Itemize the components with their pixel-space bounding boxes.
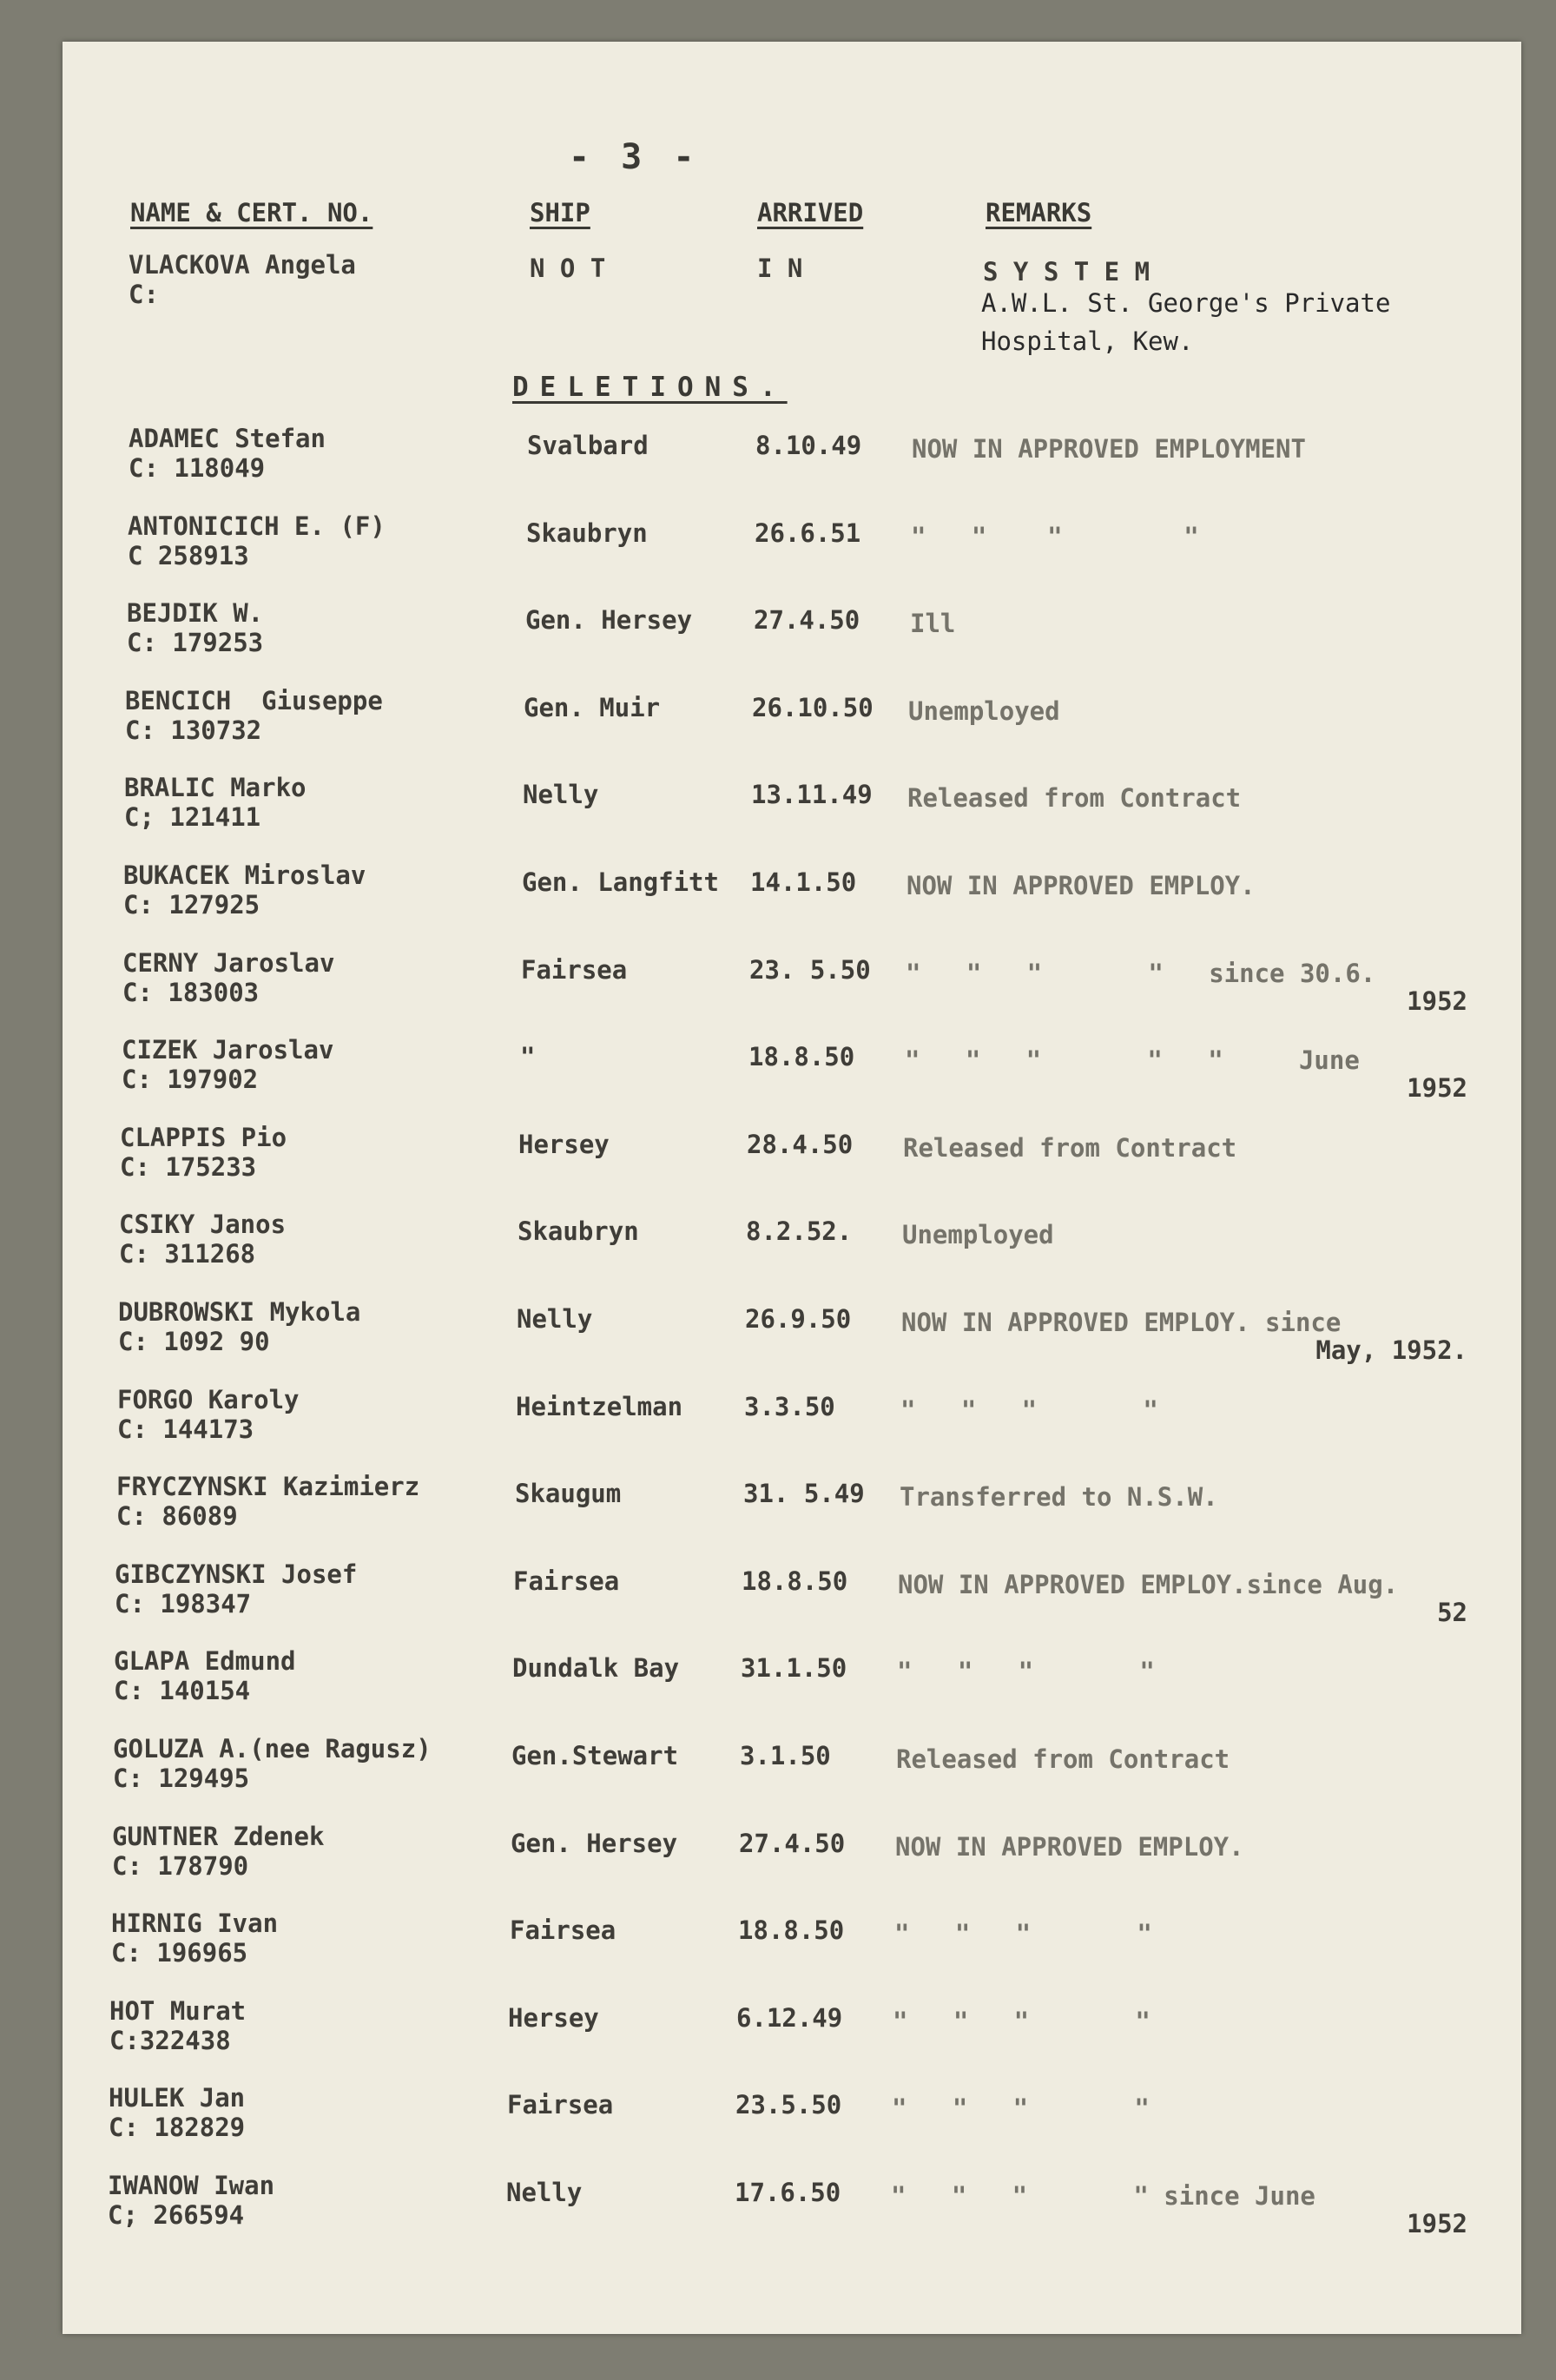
entry-name: GIBCZYNSKI Josef bbox=[115, 1559, 358, 1589]
entry-ship: Dundalk Bay bbox=[512, 1653, 680, 1683]
entry-remark-continuation: 1952 bbox=[1407, 986, 1467, 1016]
entry-name: CLAPPIS Pio bbox=[120, 1123, 287, 1152]
entry-arrived: 27.4.50 bbox=[739, 1829, 846, 1858]
entry-cert: C: 144173 bbox=[117, 1414, 254, 1444]
first-entry-ship: N O T bbox=[530, 254, 606, 283]
first-entry-note-line1: A.W.L. St. George's Private bbox=[981, 288, 1391, 318]
entry-cert: C: 311268 bbox=[119, 1239, 256, 1269]
entry-cert: C; 121411 bbox=[124, 802, 261, 832]
entry-cert: C: 130732 bbox=[125, 715, 262, 745]
entry-cert: C; 266594 bbox=[108, 2200, 245, 2230]
table-row bbox=[0, 1035, 1556, 1113]
entry-ship: Nelly bbox=[523, 780, 599, 809]
table-row bbox=[0, 686, 1556, 764]
entry-arrived: 31. 5.49 bbox=[743, 1479, 865, 1508]
entry-remark: " " " " bbox=[892, 2093, 1150, 2123]
entry-arrived: 23.5.50 bbox=[735, 2090, 842, 2120]
entry-arrived: 3.1.50 bbox=[740, 1741, 831, 1770]
entry-remark-continuation: 52 bbox=[1437, 1598, 1467, 1627]
entry-name: ANTONICICH E. (F) bbox=[128, 511, 386, 541]
entry-arrived: 6.12.49 bbox=[736, 2003, 843, 2033]
entry-remark: Unemployed bbox=[908, 696, 1060, 726]
table-row bbox=[0, 860, 1556, 939]
table-row bbox=[0, 2171, 1556, 2249]
first-entry-note-line2: Hospital, Kew. bbox=[981, 326, 1194, 356]
entry-arrived: 8.2.52. bbox=[746, 1216, 853, 1246]
entry-remark-continuation: May, 1952. bbox=[1315, 1335, 1467, 1365]
entry-cert: C: 196965 bbox=[111, 1938, 248, 1968]
entry-arrived: 18.8.50 bbox=[738, 1915, 845, 1945]
entry-name: BEJDIK W. bbox=[127, 598, 264, 628]
entry-name: DUBROWSKI Mykola bbox=[118, 1297, 361, 1327]
table-row bbox=[0, 1297, 1556, 1375]
entry-name: ADAMEC Stefan bbox=[129, 424, 326, 453]
entry-ship: Fairsea bbox=[513, 1566, 620, 1596]
header-remarks: REMARKS bbox=[986, 198, 1092, 227]
table-row bbox=[0, 773, 1556, 851]
entry-name: CSIKY Janos bbox=[119, 1210, 287, 1239]
page-number: - 3 - bbox=[569, 137, 700, 177]
entry-cert: C: 197902 bbox=[122, 1065, 259, 1094]
entry-remark: NOW IN APPROVED EMPLOYMENT bbox=[912, 434, 1306, 464]
entry-remark: " " " " bbox=[911, 522, 1199, 551]
entry-arrived: 18.8.50 bbox=[742, 1566, 848, 1596]
entry-cert: C:322438 bbox=[109, 2026, 231, 2055]
entry-remark: " " " " since 30.6. bbox=[906, 959, 1376, 988]
table-row bbox=[0, 1123, 1556, 1201]
entry-remark: Ill bbox=[910, 609, 956, 638]
entry-cert: C: 183003 bbox=[122, 978, 260, 1007]
entry-cert: C: 86089 bbox=[116, 1501, 238, 1531]
entry-remark: " " " " " June bbox=[905, 1045, 1360, 1075]
first-entry-cert: C: bbox=[129, 280, 159, 309]
entry-arrived: 8.10.49 bbox=[755, 431, 862, 460]
entry-name: GOLUZA A.(nee Ragusz) bbox=[113, 1734, 432, 1764]
entry-name: BRALIC Marko bbox=[124, 773, 307, 802]
entry-cert: C: 179253 bbox=[127, 628, 264, 657]
entry-arrived: 3.3.50 bbox=[744, 1392, 835, 1421]
table-row bbox=[0, 1734, 1556, 1812]
header-name: NAME & CERT. NO. bbox=[130, 198, 373, 227]
entry-cert: C: 140154 bbox=[114, 1676, 251, 1705]
entry-remark: Transferred to N.S.W. bbox=[900, 1482, 1218, 1512]
entry-ship: Skaugum bbox=[515, 1479, 622, 1508]
entry-arrived: 17.6.50 bbox=[735, 2178, 841, 2207]
deletions-heading: DELETIONS. bbox=[512, 372, 788, 403]
entry-name: CIZEK Jaroslav bbox=[122, 1035, 334, 1065]
entry-ship: " bbox=[520, 1042, 536, 1071]
entry-ship: Fairsea bbox=[507, 2090, 614, 2120]
entry-ship: Heintzelman bbox=[516, 1392, 683, 1421]
entry-ship: Gen. Langfitt bbox=[522, 867, 719, 897]
entry-ship: Gen. Hersey bbox=[525, 605, 693, 635]
entry-arrived: 18.8.50 bbox=[748, 1042, 855, 1071]
entry-cert: C: 1092 90 bbox=[118, 1327, 270, 1356]
entry-arrived: 26.6.51 bbox=[755, 518, 861, 548]
table-row bbox=[0, 1822, 1556, 1900]
entry-name: BENCICH Giuseppe bbox=[125, 686, 383, 715]
table-row bbox=[0, 948, 1556, 1026]
entry-remark: " " " " bbox=[894, 1919, 1152, 1948]
entry-arrived: 23. 5.50 bbox=[749, 955, 871, 985]
entry-cert: C: 127925 bbox=[123, 890, 260, 920]
entry-ship: Svalbard bbox=[527, 431, 649, 460]
entry-cert: C: 129495 bbox=[113, 1764, 250, 1793]
entry-ship: Hersey bbox=[518, 1130, 610, 1159]
entry-name: GUNTNER Zdenek bbox=[112, 1822, 325, 1851]
entry-cert: C 258913 bbox=[128, 541, 249, 570]
entry-arrived: 28.4.50 bbox=[747, 1130, 854, 1159]
first-entry-name: VLACKOVA Angela bbox=[129, 250, 356, 280]
entry-ship: Nelly bbox=[506, 2178, 583, 2207]
entry-arrived: 26.9.50 bbox=[745, 1304, 852, 1334]
entry-remark: Unemployed bbox=[902, 1220, 1054, 1249]
header-arrived: ARRIVED bbox=[757, 198, 864, 227]
entry-remark: " " " " since June bbox=[891, 2181, 1315, 2211]
table-row bbox=[0, 2083, 1556, 2161]
entry-remark: Released from Contract bbox=[907, 783, 1242, 813]
table-row bbox=[0, 598, 1556, 676]
table-row bbox=[0, 1385, 1556, 1463]
entry-name: CERNY Jaroslav bbox=[122, 948, 335, 978]
entry-remark: NOW IN APPROVED EMPLOY. bbox=[907, 871, 1256, 900]
entry-ship: Fairsea bbox=[510, 1915, 616, 1945]
first-entry-arrived: I N bbox=[757, 254, 803, 283]
entry-name: HIRNIG Ivan bbox=[111, 1909, 279, 1938]
table-row bbox=[0, 1996, 1556, 2074]
table-row bbox=[0, 1210, 1556, 1288]
entry-arrived: 31.1.50 bbox=[741, 1653, 847, 1683]
entry-ship: Gen. Hersey bbox=[511, 1829, 678, 1858]
entry-ship: Skaubryn bbox=[518, 1216, 639, 1246]
entry-arrived: 26.10.50 bbox=[752, 693, 874, 722]
entry-ship: Gen.Stewart bbox=[511, 1741, 679, 1770]
entry-cert: C: 178790 bbox=[112, 1851, 249, 1881]
entry-name: HULEK Jan bbox=[109, 2083, 246, 2113]
entry-ship: Hersey bbox=[508, 2003, 599, 2033]
table-row bbox=[0, 1559, 1556, 1638]
entry-remark-continuation: 1952 bbox=[1407, 2209, 1467, 2238]
entry-name: GLAPA Edmund bbox=[114, 1646, 296, 1676]
entry-remark: NOW IN APPROVED EMPLOY. bbox=[895, 1832, 1244, 1862]
entry-remark: Released from Contract bbox=[903, 1133, 1237, 1163]
entry-remark: NOW IN APPROVED EMPLOY. since bbox=[901, 1308, 1342, 1337]
entry-arrived: 14.1.50 bbox=[750, 867, 857, 897]
entry-cert: C: 175233 bbox=[120, 1152, 257, 1182]
entry-name: BUKACEK Miroslav bbox=[123, 860, 366, 890]
entry-remark-continuation: 1952 bbox=[1407, 1073, 1467, 1103]
entry-cert: C: 182829 bbox=[109, 2113, 246, 2142]
entry-remark: " " " " bbox=[900, 1395, 1158, 1425]
entry-name: FRYCZYNSKI Kazimierz bbox=[116, 1472, 420, 1501]
table-row bbox=[0, 1646, 1556, 1724]
header-ship: SHIP bbox=[530, 198, 590, 227]
table-row bbox=[0, 511, 1556, 590]
entry-name: HOT Murat bbox=[109, 1996, 247, 2026]
entry-remark: " " " " bbox=[893, 2007, 1151, 2036]
entry-ship: Fairsea bbox=[521, 955, 628, 985]
entry-ship: Skaubryn bbox=[526, 518, 648, 548]
entry-ship: Gen. Muir bbox=[524, 693, 661, 722]
entry-remark: NOW IN APPROVED EMPLOY.since Aug. bbox=[898, 1570, 1399, 1599]
first-entry-remark: S Y S T E M bbox=[983, 257, 1151, 287]
table-row bbox=[0, 1472, 1556, 1550]
entry-name: IWANOW Iwan bbox=[108, 2171, 275, 2200]
entry-remark: " " " " bbox=[897, 1657, 1155, 1686]
entry-cert: C: 118049 bbox=[129, 453, 266, 483]
entry-name: FORGO Karoly bbox=[117, 1385, 300, 1414]
table-row bbox=[0, 424, 1556, 502]
entry-arrived: 27.4.50 bbox=[754, 605, 860, 635]
entry-cert: C: 198347 bbox=[115, 1589, 252, 1619]
entry-arrived: 13.11.49 bbox=[751, 780, 873, 809]
entry-ship: Nelly bbox=[517, 1304, 593, 1334]
entry-remark: Released from Contract bbox=[896, 1744, 1230, 1774]
table-row bbox=[0, 1909, 1556, 1987]
